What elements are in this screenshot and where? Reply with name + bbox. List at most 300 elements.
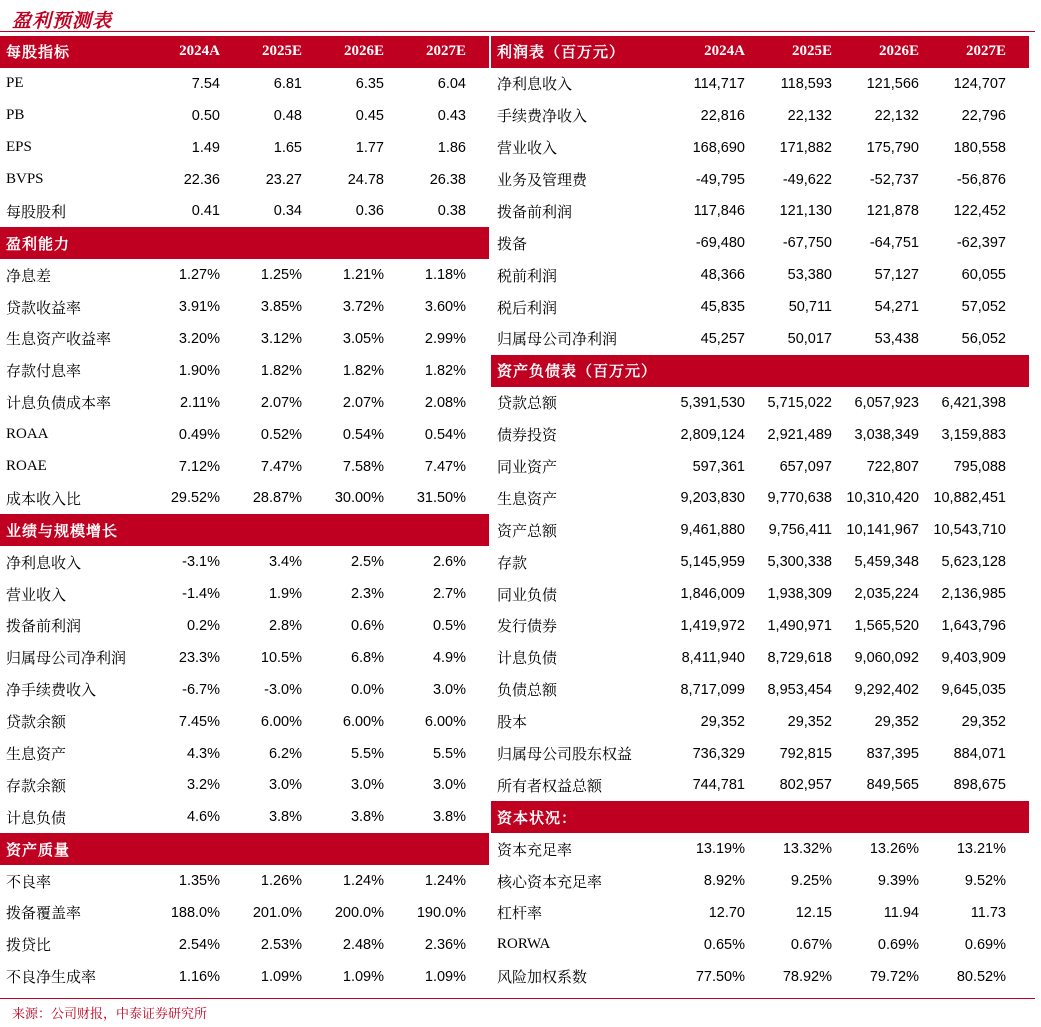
table-row: [0, 164, 489, 196]
table-cell: 77.50%: [695, 968, 745, 985]
table-cell: 28.87%: [252, 490, 302, 507]
table-cell: 8.92%: [703, 873, 745, 890]
table-row: [491, 961, 1029, 993]
table-cell: 80.52%: [956, 968, 1006, 985]
table-row: [0, 897, 489, 929]
table-cell: 3.0%: [432, 681, 466, 698]
section-header: [0, 36, 489, 68]
table-cell: 5,459,348: [854, 554, 919, 571]
table-cell: 3.8%: [350, 809, 384, 826]
table-row: [491, 833, 1029, 865]
table-cell: 22,816: [700, 107, 745, 124]
row-label: 每股股利: [6, 204, 67, 221]
row-label: 成本收入比: [6, 491, 82, 508]
table-cell: 8,729,618: [767, 649, 832, 666]
table-cell: 3.0%: [268, 777, 302, 794]
table-cell: 5,715,022: [767, 394, 832, 411]
table-row: [0, 132, 489, 164]
row-label: 存款余额: [6, 778, 67, 795]
table-cell: 48,366: [700, 267, 745, 284]
table-cell: 2.36%: [424, 936, 466, 953]
section-title: 盈利能力: [6, 236, 71, 253]
table-row: [0, 387, 489, 419]
table-cell: 30.00%: [334, 490, 384, 507]
table-row: [0, 738, 489, 770]
row-label: 存款: [497, 555, 528, 572]
table-cell: 11.94: [883, 904, 919, 921]
table-cell: 10,310,420: [846, 490, 919, 507]
table-cell: 23.3%: [178, 649, 220, 666]
table-cell: 121,130: [779, 203, 832, 220]
table-cell: 2.5%: [350, 554, 384, 571]
table-row: [0, 642, 489, 674]
table-row: [0, 419, 489, 451]
table-cell: 7.45%: [178, 713, 220, 730]
table-row: [491, 451, 1029, 483]
table-cell: 1,938,309: [767, 586, 832, 603]
table-cell: 9.39%: [877, 873, 919, 890]
table-row: [491, 164, 1029, 196]
table-cell: 9,060,092: [854, 649, 919, 666]
table-cell: 12.70: [708, 904, 745, 921]
right-table: [491, 36, 1029, 998]
table-row: [491, 865, 1029, 897]
table-cell: 6,421,398: [941, 394, 1006, 411]
table-cell: 29,352: [961, 713, 1006, 730]
table-cell: 1.49: [191, 139, 220, 156]
row-label: 风险加权系数: [497, 970, 588, 987]
table-cell: -64,751: [869, 235, 919, 252]
table-cell: 6.81: [273, 75, 302, 92]
row-label: 债券投资: [497, 428, 558, 445]
table-cell: 7.58%: [342, 458, 384, 475]
row-label: 负债总额: [497, 683, 558, 700]
table-cell: 201.0%: [252, 904, 302, 921]
table-row: [491, 68, 1029, 100]
table-cell: 117,846: [693, 203, 745, 220]
table-cell: -62,397: [956, 235, 1006, 252]
row-label: 生息资产: [6, 747, 67, 764]
table-cell: -49,795: [695, 171, 745, 188]
column-header: 2026E: [343, 43, 384, 60]
table-cell: 884,071: [953, 745, 1006, 762]
column-header: 2027E: [965, 43, 1006, 60]
table-cell: 0.45: [355, 107, 384, 124]
table-row: [0, 929, 489, 961]
table-cell: 5.5%: [432, 745, 466, 762]
table-cell: 3.05%: [342, 330, 384, 347]
table-cell: 29,352: [787, 713, 832, 730]
table-cell: 0.67%: [790, 936, 832, 953]
table-cell: 45,257: [700, 330, 745, 347]
table-cell: 1.65: [273, 139, 302, 156]
row-label: 资本充足率: [497, 842, 573, 859]
row-label: 拨备前利润: [497, 204, 573, 221]
row-label: 业务及管理费: [497, 173, 588, 189]
table-cell: 657,097: [779, 458, 832, 475]
table-cell: 13.32%: [782, 841, 832, 858]
source-note: 来源：公司财报，中泰证券研究所: [12, 1006, 208, 1021]
table-row: [0, 259, 489, 291]
column-header: 2024A: [179, 43, 220, 60]
table-cell: 171,882: [779, 139, 832, 156]
table-cell: 6.2%: [268, 745, 302, 762]
table-cell: 188.0%: [170, 904, 220, 921]
table-cell: 13.19%: [695, 841, 745, 858]
table-row: [491, 419, 1029, 451]
table-cell: 0.49%: [178, 426, 220, 443]
section-title: 资产质量: [6, 842, 71, 859]
table-cell: 3.91%: [178, 299, 220, 316]
row-label: 手续费净收入: [497, 109, 588, 126]
table-cell: 0.48: [273, 107, 302, 124]
row-label: BVPS: [6, 171, 44, 187]
section-header: [0, 833, 489, 865]
table-cell: 736,329: [692, 745, 745, 762]
row-label: PB: [6, 107, 25, 124]
table-cell: 8,717,099: [680, 681, 745, 698]
table-cell: 3.12%: [260, 330, 302, 347]
table-cell: 0.38: [437, 203, 466, 220]
row-label: 发行债券: [497, 619, 558, 636]
table-cell: 3.0%: [350, 777, 384, 794]
table-cell: 722,807: [866, 458, 919, 475]
table-cell: 9,403,909: [941, 649, 1006, 666]
table-cell: 1.21%: [342, 267, 384, 284]
table-cell: 122,452: [953, 203, 1006, 220]
table-cell: 22,132: [787, 107, 832, 124]
table-cell: 8,411,940: [681, 649, 745, 666]
table-cell: 3.72%: [342, 299, 384, 316]
table-row: [491, 259, 1029, 291]
table-cell: 57,127: [874, 267, 919, 284]
table-cell: 11.73: [970, 904, 1006, 921]
table-cell: 1,490,971: [767, 617, 832, 634]
table-cell: -52,737: [869, 171, 919, 188]
row-label: 股本: [497, 715, 528, 732]
table-cell: 9.52%: [964, 873, 1006, 890]
table-cell: 26.38: [429, 171, 466, 188]
table-cell: 114,717: [693, 75, 745, 92]
table-cell: 54,271: [874, 299, 919, 316]
table-cell: 2.99%: [424, 330, 466, 347]
table-cell: 2.54%: [178, 936, 220, 953]
table-cell: 2.53%: [260, 936, 302, 953]
table-row: [0, 451, 489, 483]
table-cell: 3.8%: [268, 809, 302, 826]
table-row: [0, 674, 489, 706]
table-cell: 1.09%: [260, 968, 302, 985]
row-label: 税后利润: [497, 300, 558, 317]
table-cell: 3.85%: [260, 299, 302, 316]
table-cell: 1.24%: [342, 873, 384, 890]
table-row: [491, 706, 1029, 738]
table-cell: 5,145,959: [680, 554, 745, 571]
table-cell: 1.09%: [342, 968, 384, 985]
table-row: [0, 769, 489, 801]
section-header: [0, 227, 489, 259]
table-row: [491, 738, 1029, 770]
table-row: [0, 195, 489, 227]
table-cell: 9,461,880: [680, 522, 745, 539]
table-cell: 3,038,349: [854, 426, 919, 443]
table-cell: 79.72%: [869, 968, 919, 985]
table-row: [0, 706, 489, 738]
section-title: 资产负债表（百万元）: [497, 364, 658, 381]
table-cell: 597,361: [692, 458, 745, 475]
left-table: [0, 36, 489, 998]
footer-divider: [0, 998, 1035, 999]
table-cell: 7.47%: [424, 458, 466, 475]
table-cell: 4.6%: [186, 809, 220, 826]
section-header: [0, 514, 489, 546]
table-row: [491, 195, 1029, 227]
table-cell: 795,088: [953, 458, 1006, 475]
table-cell: 6.00%: [260, 713, 302, 730]
table-cell: 31.50%: [416, 490, 466, 507]
row-label: 归属母公司净利润: [6, 651, 127, 668]
table-cell: 7.54: [191, 75, 220, 92]
table-cell: -1.4%: [182, 586, 220, 603]
table-cell: 3.20%: [178, 330, 220, 347]
table-cell: 2.07%: [260, 394, 302, 411]
section-title: 每股指标: [6, 45, 71, 62]
row-label: 存款付息率: [6, 364, 82, 381]
table-cell: 200.0%: [334, 904, 384, 921]
table-cell: 6.00%: [342, 713, 384, 730]
section-header: [491, 355, 1029, 387]
table-cell: 9,756,411: [768, 522, 832, 539]
row-label: EPS: [6, 139, 32, 156]
table-row: [0, 68, 489, 100]
row-label: 净手续费收入: [6, 683, 97, 700]
table-cell: 2,136,985: [941, 586, 1006, 603]
table-cell: 78.92%: [782, 968, 832, 985]
table-cell: 1.26%: [260, 873, 302, 890]
table-cell: 2.8%: [268, 617, 302, 634]
row-label: 税前利润: [497, 268, 558, 285]
row-label: RORWA: [497, 936, 551, 953]
table-cell: 124,707: [953, 75, 1006, 92]
table-cell: 0.41: [191, 203, 220, 220]
row-label: 同业资产: [497, 460, 558, 477]
table-cell: 1.82%: [424, 362, 466, 379]
section-header: [491, 36, 1029, 68]
table-cell: -56,876: [956, 171, 1006, 188]
table-cell: 6,057,923: [854, 394, 919, 411]
table-cell: 0.43: [437, 107, 466, 124]
table-cell: 1,846,009: [680, 586, 745, 603]
table-row: [491, 546, 1029, 578]
table-cell: 12.15: [795, 904, 832, 921]
table-cell: 22,132: [874, 107, 919, 124]
row-label: 营业收入: [497, 141, 558, 158]
table-cell: 60,055: [961, 267, 1006, 284]
table-cell: 29.52%: [170, 490, 220, 507]
column-header: 2024A: [704, 43, 745, 60]
table-row: [491, 929, 1029, 961]
table-cell: 22.36: [183, 171, 220, 188]
row-label: 不良净生成率: [6, 970, 97, 987]
table-cell: 802,957: [779, 777, 832, 794]
table-cell: 1.82%: [260, 362, 302, 379]
row-label: 归属母公司股东权益: [497, 747, 633, 764]
row-label: 拨贷比: [6, 938, 52, 955]
table-cell: 10,882,451: [933, 490, 1006, 507]
table-row: [0, 355, 489, 387]
table-cell: 898,675: [953, 777, 1006, 794]
table-cell: 3.2%: [186, 777, 220, 794]
table-cell: 0.36: [355, 203, 384, 220]
table-cell: 0.34: [273, 203, 302, 220]
table-cell: 180,558: [953, 139, 1006, 156]
table-cell: 2.7%: [432, 586, 466, 603]
table-cell: 29,352: [874, 713, 919, 730]
table-row: [491, 323, 1029, 355]
table-cell: 50,711: [788, 299, 832, 316]
table-cell: 9,645,035: [941, 681, 1006, 698]
table-cell: 0.54%: [424, 426, 466, 443]
table-cell: 13.21%: [956, 841, 1006, 858]
table-cell: 2.3%: [350, 586, 384, 603]
table-cell: 10,141,967: [846, 522, 919, 539]
table-cell: 3.8%: [432, 809, 466, 826]
table-cell: 24.78: [347, 171, 384, 188]
table-row: [491, 897, 1029, 929]
table-row: [491, 100, 1029, 132]
table-row: [491, 291, 1029, 323]
table-cell: 3,159,883: [941, 426, 1006, 443]
row-label: 贷款余额: [6, 715, 67, 732]
section-header: [491, 801, 1029, 833]
table-cell: 0.0%: [350, 681, 384, 698]
section-title: 资本状况：: [497, 810, 578, 827]
row-label: 生息资产: [497, 491, 558, 508]
row-label: 净息差: [6, 268, 52, 285]
table-cell: 0.6%: [350, 617, 384, 634]
table-cell: 3.4%: [268, 554, 302, 571]
table-row: [0, 610, 489, 642]
table-cell: 50,017: [787, 330, 832, 347]
row-label: 营业收入: [6, 587, 67, 604]
table-row: [0, 578, 489, 610]
table-cell: 2,809,124: [680, 426, 745, 443]
table-row: [491, 578, 1029, 610]
section-title: 业绩与规模增长: [6, 523, 119, 540]
table-cell: 0.2%: [186, 617, 220, 634]
table-cell: 4.9%: [432, 649, 466, 666]
table-cell: 0.52%: [260, 426, 302, 443]
table-cell: 0.5%: [432, 617, 466, 634]
table-cell: 9,203,830: [680, 490, 745, 507]
table-row: [0, 546, 489, 578]
row-label: ROAE: [6, 458, 47, 475]
row-label: 净利息收入: [497, 77, 573, 94]
table-cell: -3.1%: [182, 554, 220, 571]
table-cell: -6.7%: [182, 681, 220, 698]
table-cell: 744,781: [692, 777, 745, 794]
table-row: [491, 610, 1029, 642]
row-label: 所有者权益总额: [497, 778, 603, 795]
section-title: 利润表（百万元）: [497, 45, 626, 62]
table-row: [0, 323, 489, 355]
table-cell: 5.5%: [350, 745, 384, 762]
row-label: 拨备覆盖率: [6, 906, 82, 923]
table-row: [0, 482, 489, 514]
table-cell: 2,921,489: [767, 426, 832, 443]
row-label: 净利息收入: [6, 555, 82, 572]
table-cell: 57,052: [961, 299, 1006, 316]
table-cell: 3.0%: [432, 777, 466, 794]
table-cell: 8,953,454: [767, 681, 832, 698]
row-label: 同业负债: [497, 587, 558, 604]
page-title: 盈利预测表: [12, 11, 113, 32]
table-cell: 1.16%: [178, 968, 220, 985]
table-cell: -67,750: [782, 235, 832, 252]
table-cell: 2.48%: [342, 936, 384, 953]
row-label: ROAA: [6, 426, 49, 443]
table-cell: 9.25%: [790, 873, 832, 890]
table-cell: 6.04: [437, 75, 466, 92]
table-cell: 0.65%: [703, 936, 745, 953]
table-row: [491, 769, 1029, 801]
column-header: 2025E: [791, 43, 832, 60]
table-cell: 9,770,638: [767, 490, 832, 507]
table-cell: 9,292,402: [854, 681, 919, 698]
table-row: [491, 227, 1029, 259]
table-cell: 190.0%: [416, 904, 466, 921]
table-row: [491, 642, 1029, 674]
table-cell: 1.90%: [178, 362, 220, 379]
row-label: 拨备: [497, 236, 528, 253]
row-label: 杠杆率: [497, 906, 543, 923]
table-cell: 121,878: [866, 203, 919, 220]
row-label: 生息资产收益率: [6, 332, 112, 349]
row-label: 贷款总额: [497, 396, 558, 413]
row-label: 不良率: [6, 874, 52, 891]
table-row: [491, 514, 1029, 546]
row-label: 贷款收益率: [6, 300, 82, 317]
table-cell: 10,543,710: [933, 522, 1006, 539]
table-cell: -69,480: [695, 235, 745, 252]
table-cell: 175,790: [866, 139, 919, 156]
table-cell: 2.07%: [342, 394, 384, 411]
table-cell: 53,438: [874, 330, 919, 347]
table-cell: 0.50: [191, 107, 220, 124]
table-cell: 1.82%: [342, 362, 384, 379]
table-cell: 121,566: [866, 75, 919, 92]
table-cell: 0.69%: [964, 936, 1006, 953]
table-row: [491, 132, 1029, 164]
table-cell: 10.5%: [260, 649, 302, 666]
table-cell: 6.35: [355, 75, 384, 92]
table-cell: 118,593: [780, 75, 832, 92]
table-cell: 1.18%: [424, 267, 466, 284]
table-row: [0, 961, 489, 993]
table-cell: 1.27%: [178, 267, 220, 284]
table-cell: 1.77: [355, 139, 384, 156]
table-row: [0, 291, 489, 323]
table-cell: 2.6%: [432, 554, 466, 571]
table-cell: 837,395: [866, 745, 919, 762]
table-row: [491, 482, 1029, 514]
table-cell: 1.09%: [424, 968, 466, 985]
table-row: [0, 801, 489, 833]
column-header: 2025E: [261, 43, 302, 60]
row-label: PE: [6, 75, 24, 92]
table-cell: -3.0%: [264, 681, 302, 698]
table-row: [0, 865, 489, 897]
